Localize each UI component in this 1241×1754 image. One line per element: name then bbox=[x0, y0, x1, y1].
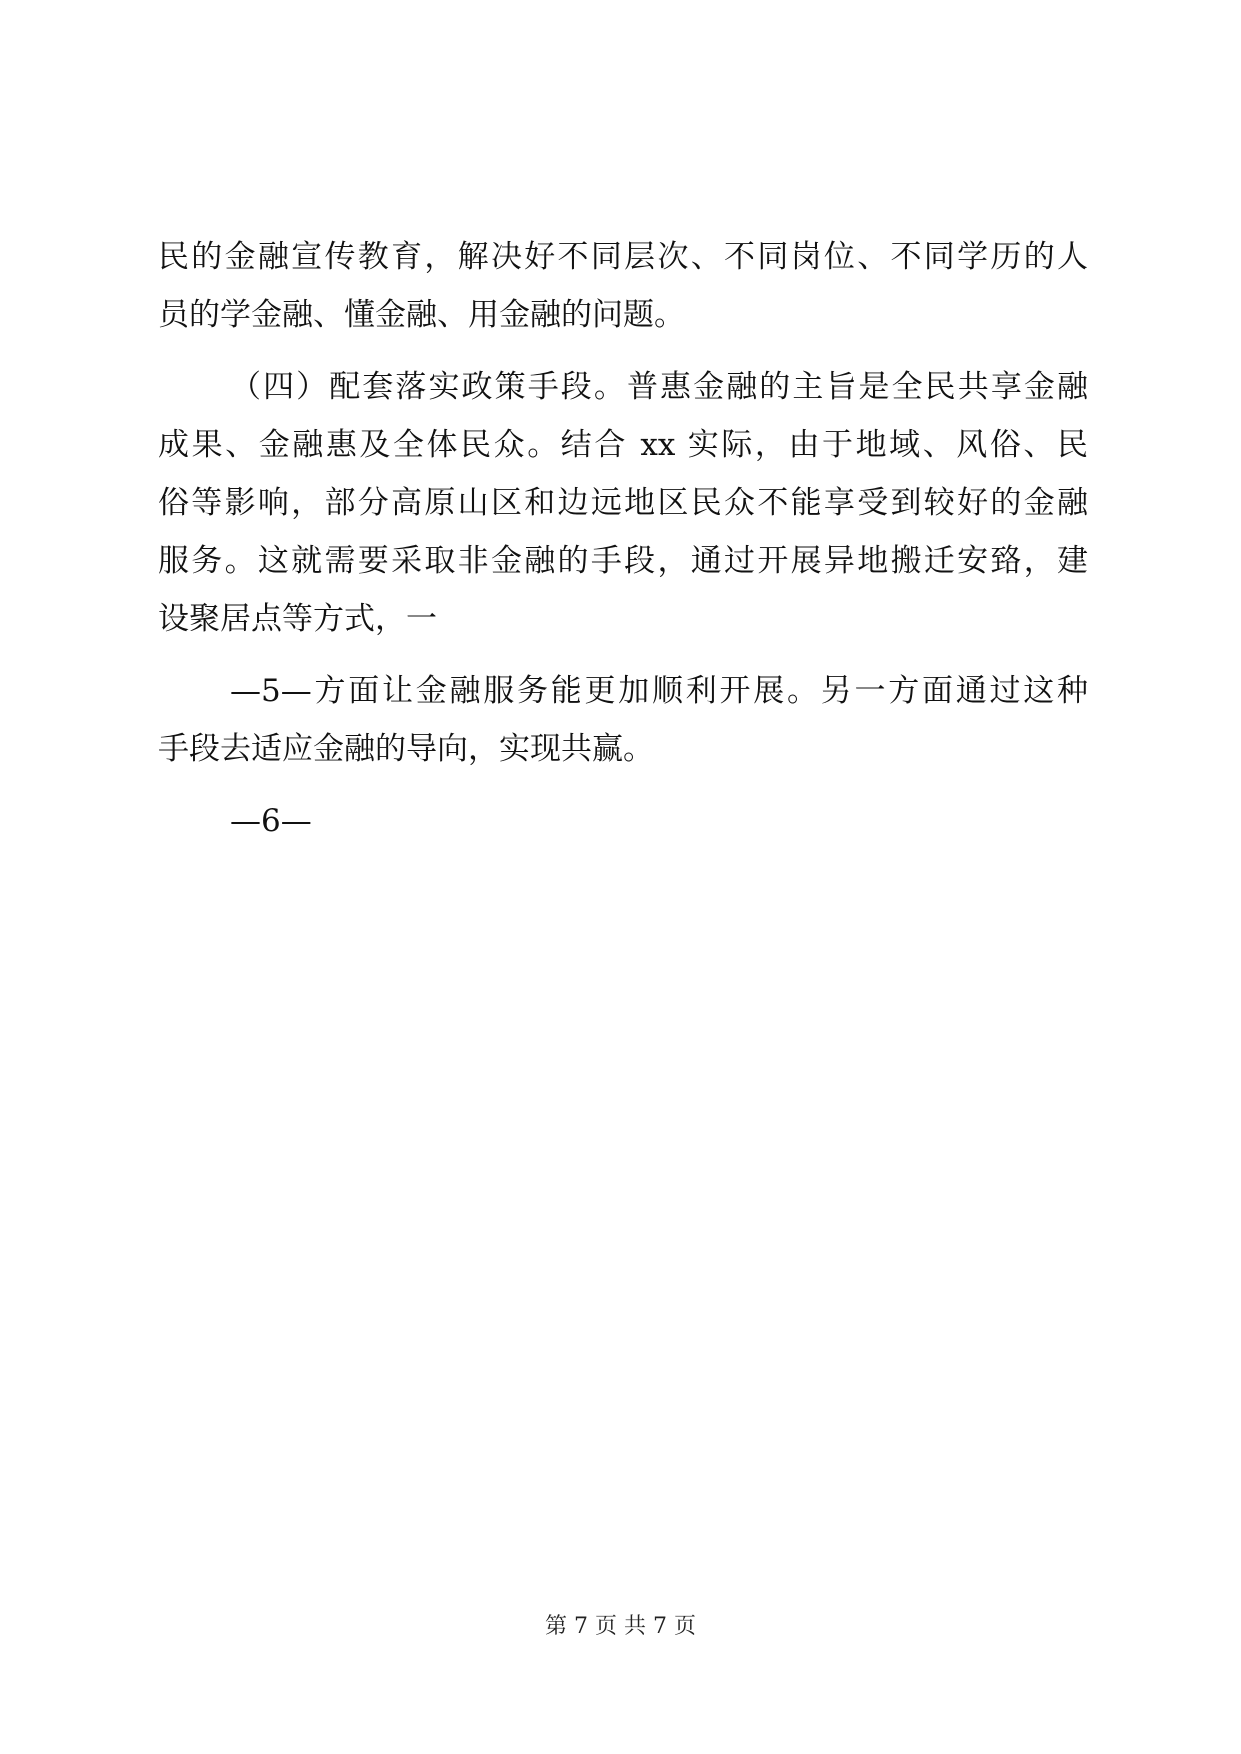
page-number-marker: —6— bbox=[230, 803, 312, 839]
paragraph-line: 民的金融宣传教育，解决好不同层次、不同岗位、不同学历的人 bbox=[158, 239, 1088, 275]
paragraph-3 bbox=[158, 662, 1088, 778]
paragraph-line: 设聚居点等方式，一 bbox=[158, 601, 437, 637]
paragraph-line: 服务。这就需要采取非金融的手段，通过开展异地搬迁安臵，建 bbox=[158, 543, 1088, 579]
paragraph-line: —5—方面让金融服务能更加顺利开展。另一方面通过这种 bbox=[230, 673, 1088, 709]
paragraph-line: 员的学金融、懂金融、用金融的问题。 bbox=[158, 297, 685, 333]
document-body bbox=[158, 228, 1088, 850]
paragraph-line: 手段去适应金融的导向，实现共赢。 bbox=[158, 731, 654, 767]
paragraph-2 bbox=[158, 358, 1088, 648]
paragraph-line: 俗等影响，部分高原山区和边远地区民众不能享受到较好的金融 bbox=[158, 485, 1088, 521]
paragraph-1 bbox=[158, 228, 1088, 344]
paragraph-line: 成果、金融惠及全体民众。结合 xx 实际，由于地域、风俗、民 bbox=[158, 427, 1088, 463]
page-footer: 第 7 页 共 7 页 bbox=[545, 1614, 696, 1639]
paragraph-line: （四）配套落实政策手段。普惠金融的主旨是全民共享金融 bbox=[230, 369, 1088, 405]
paragraph-4 bbox=[158, 792, 1088, 850]
